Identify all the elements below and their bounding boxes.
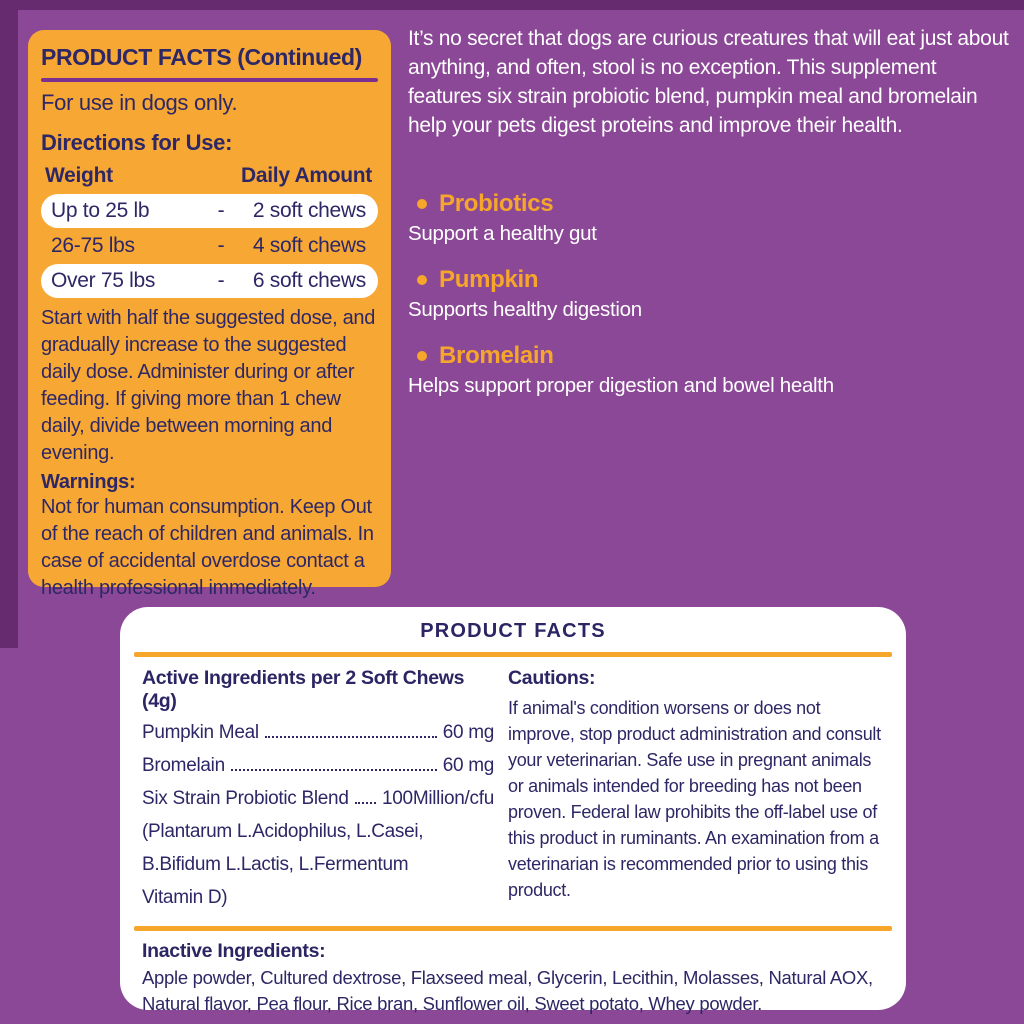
bullet-icon <box>417 351 427 361</box>
benefit-name: Probiotics <box>439 190 554 217</box>
cautions-heading: Cautions: <box>508 667 596 689</box>
table-row <box>41 264 378 298</box>
cautions-column <box>494 667 884 920</box>
ingredient-row <box>142 755 494 777</box>
label-edge-left <box>0 0 18 648</box>
warnings-heading: Warnings: <box>41 471 136 493</box>
benefit-description: Helps support proper digestion and bowel health <box>408 374 834 397</box>
table-header <box>41 164 378 194</box>
ingredient-row <box>142 722 494 744</box>
ingredient-row <box>142 887 494 909</box>
bullet-icon <box>417 199 427 209</box>
ingredient-value: 60 mg <box>442 755 494 776</box>
amount-cell: 6 soft chews <box>252 269 366 292</box>
dotted-leader <box>355 802 376 804</box>
benefit-name: Pumpkin <box>439 266 539 293</box>
ingredient-name: B.Bifidum L.Lactis, L.Fermentum <box>142 854 409 875</box>
dotted-leader <box>265 736 437 738</box>
table-row <box>41 194 378 228</box>
ingredient-value: 100Million/cfu <box>382 788 494 809</box>
amount-cell: 4 soft chews <box>252 234 366 257</box>
benefit-item <box>408 266 1014 323</box>
facts-divider-bottom <box>134 926 892 931</box>
inactive-ingredients-heading: Inactive Ingredients: <box>142 940 326 962</box>
ingredient-value: 60 mg <box>442 722 494 743</box>
ingredient-row <box>142 821 494 843</box>
usage-note: For use in dogs only. <box>41 90 238 115</box>
active-ingredients-column <box>142 667 494 920</box>
product-facts-continued-panel <box>28 30 391 599</box>
benefit-name: Bromelain <box>439 342 554 369</box>
label-edge-top <box>0 0 1024 10</box>
ingredient-name: (Plantarum L.Acidophilus, L.Casei, <box>142 821 424 842</box>
dash-cell: - <box>217 199 225 222</box>
dosage-table <box>41 164 378 298</box>
dash-cell: - <box>217 269 225 292</box>
product-facts-title: PRODUCT FACTS <box>420 620 606 642</box>
benefit-name-row <box>408 266 1014 294</box>
ingredient-name: Bromelain <box>142 755 225 776</box>
benefit-item <box>408 190 1014 247</box>
bullet-icon <box>417 275 427 285</box>
facts-divider-top <box>134 652 892 657</box>
benefit-item <box>408 342 1014 399</box>
benefit-name-row <box>408 342 1014 370</box>
weight-cell: 26-75 lbs <box>51 234 135 257</box>
product-facts-panel <box>120 607 906 1014</box>
directions-heading: Directions for Use: <box>41 130 233 155</box>
weight-cell: Over 75 lbs <box>51 269 156 292</box>
weight-column-header: Weight <box>45 164 113 187</box>
benefits-list <box>408 190 1014 418</box>
benefit-description: Supports healthy digestion <box>408 298 642 321</box>
ingredient-name: Pumpkin Meal <box>142 722 259 743</box>
amount-column-header: Daily Amount <box>241 164 372 187</box>
panel-title: PRODUCT FACTS (Continued) <box>41 44 362 70</box>
intro-text: It’s no secret that dogs are curious creatures that will eat just about anything, and often, stool is no exception. This supplement features six strain probiotic blend, pumpkin meal and bromelain help your pets digest proteins and improve their health. <box>408 27 1009 137</box>
amount-cell: 2 soft chews <box>252 199 366 222</box>
inactive-ingredients-text: Apple powder, Cultured dextrose, Flaxseed meal, Glycerin, Lecithin, Molasses, Natural AOX, Natural flavor, Pea flour, Rice bran, Sunflower oil, Sweet potato, Whey powder. <box>142 967 873 1014</box>
benefit-description: Support a healthy gut <box>408 222 597 245</box>
ingredient-name: Six Strain Probiotic Blend <box>142 788 349 809</box>
ingredient-row <box>142 788 494 810</box>
facts-columns <box>142 667 884 920</box>
title-divider <box>41 78 378 82</box>
ingredient-row <box>142 854 494 876</box>
active-ingredients-heading: Active Ingredients per 2 Soft Chews (4g) <box>142 667 465 712</box>
cautions-text: If animal's condition worsens or does not improve, stop product administration and consult your veterinarian. Safe use in pregnant animals or animals intended for breeding has not been proven. Federal law prohibits the off-label use of this product in ruminants. An examination from a veterinarian is recommended prior to using this product. <box>508 698 881 900</box>
dotted-leader <box>231 769 437 771</box>
dash-cell: - <box>217 234 225 257</box>
dosage-note: Start with half the suggested dose, and gradually increase to the suggested daily dose. Administer during or after feeding. If giving more than 1 chew daily, divide between morning and evening. <box>41 307 376 464</box>
weight-cell: Up to 25 lb <box>51 199 150 222</box>
warnings-text: Not for human consumption. Keep Out of the reach of children and animals. In case of accidental overdose contact a health professional immediately. <box>41 496 374 599</box>
ingredient-name: Vitamin D) <box>142 887 228 908</box>
table-row <box>41 229 378 263</box>
benefit-name-row <box>408 190 1014 218</box>
